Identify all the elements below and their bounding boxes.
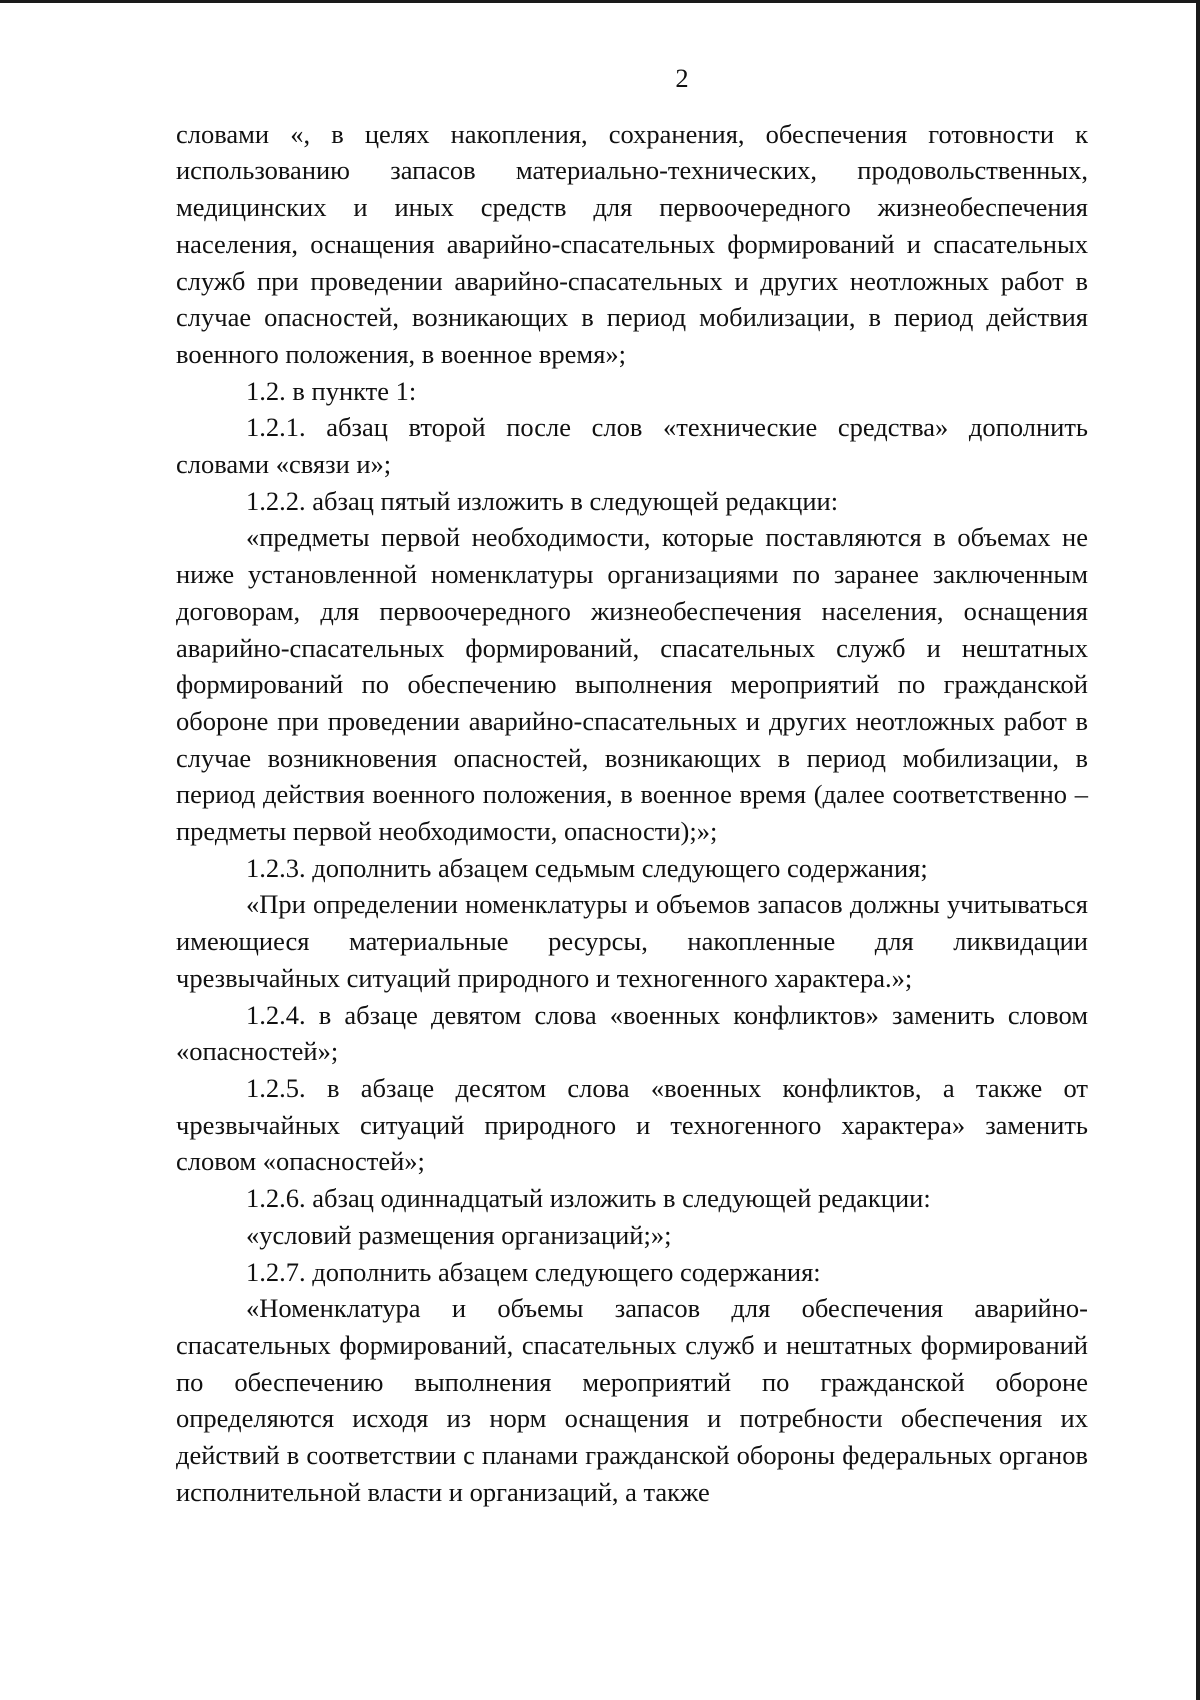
paragraph-11: «условий размещения организаций;»; — [246, 1219, 672, 1250]
paragraph-5: «предметы первой необходимости, которые поставляются в объемах не ниже установленной номенклатуры организациями по заранее заключенным договорам, для первоочередного жизнеобеспечения населения, оснащения аварийно-спасательных формирований, спасательных служб и нештатных формирований по обеспечению выполнения мероприятий по гражданской обороне при проведении аварийно-спасательных и других неотложных работ в случае возникновения опасностей, возникающих в период мобилизации, в период действия военного положения, в военное время (далее соответственно – предметы первой необходимости, опасности);»; — [176, 522, 1088, 847]
paragraph-13: «Номенклатура и объемы запасов для обеспечения аварийно-спасательных формирований, спасательных служб и нештатных формирований по обеспечению выполнения мероприятий по гражданской обороне определяются исходя из норм оснащения и потребности обеспечения их действий в соответствии с планами гражданской обороны федеральных органов исполнительной власти и организаций, а также — [176, 1293, 1088, 1507]
paragraph-1: словами «, в целях накопления, сохранения, обеспечения готовности к использованию запасов материально-технических, продовольственных, медицинских и иных средств для первоочередного жизнеобеспечения населения, оснащения аварийно-спасательных формирований и спасательных служб при проведении аварийно-спасательных и других неотложных работ в случае опасностей, возникающих в период мобилизации, в период действия военного положения, в военное время»; — [176, 118, 1088, 369]
paragraph-12: 1.2.7. дополнить абзацем следующего содержания: — [246, 1256, 821, 1287]
paragraph-3: 1.2.1. абзац второй после слов «технические средства» дополнить словами «связи и»; — [176, 412, 1088, 480]
paragraph-8: 1.2.4. в абзаце девятом слова «военных конфликтов» заменить словом «опасностей»; — [176, 999, 1088, 1067]
paragraph-7: «При определении номенклатуры и объемов запасов должны учитываться имеющиеся материальные ресурсы, накопленные для ликвидации чрезвычайных ситуаций природного и техногенного характера.»; — [176, 889, 1088, 993]
paragraph-10: 1.2.6. абзац одиннадцатый изложить в следующей редакции: — [246, 1183, 931, 1214]
page-number: 2 — [675, 63, 689, 93]
document-page — [176, 60, 1088, 1510]
scan-edge-top — [0, 0, 1200, 3]
paragraph-4: 1.2.2. абзац пятый изложить в следующей редакции: — [246, 485, 839, 516]
paragraph-2: 1.2. в пункте 1: — [246, 375, 417, 406]
paragraph-9: 1.2.5. в абзаце десятом слова «военных конфликтов, а также от чрезвычайных ситуаций природного и техногенного характера» заменить словом «опасностей»; — [176, 1072, 1088, 1177]
paragraph-6: 1.2.3. дополнить абзацем седьмым следующего содержания; — [246, 852, 928, 883]
scan-edge-right — [1196, 0, 1200, 1700]
